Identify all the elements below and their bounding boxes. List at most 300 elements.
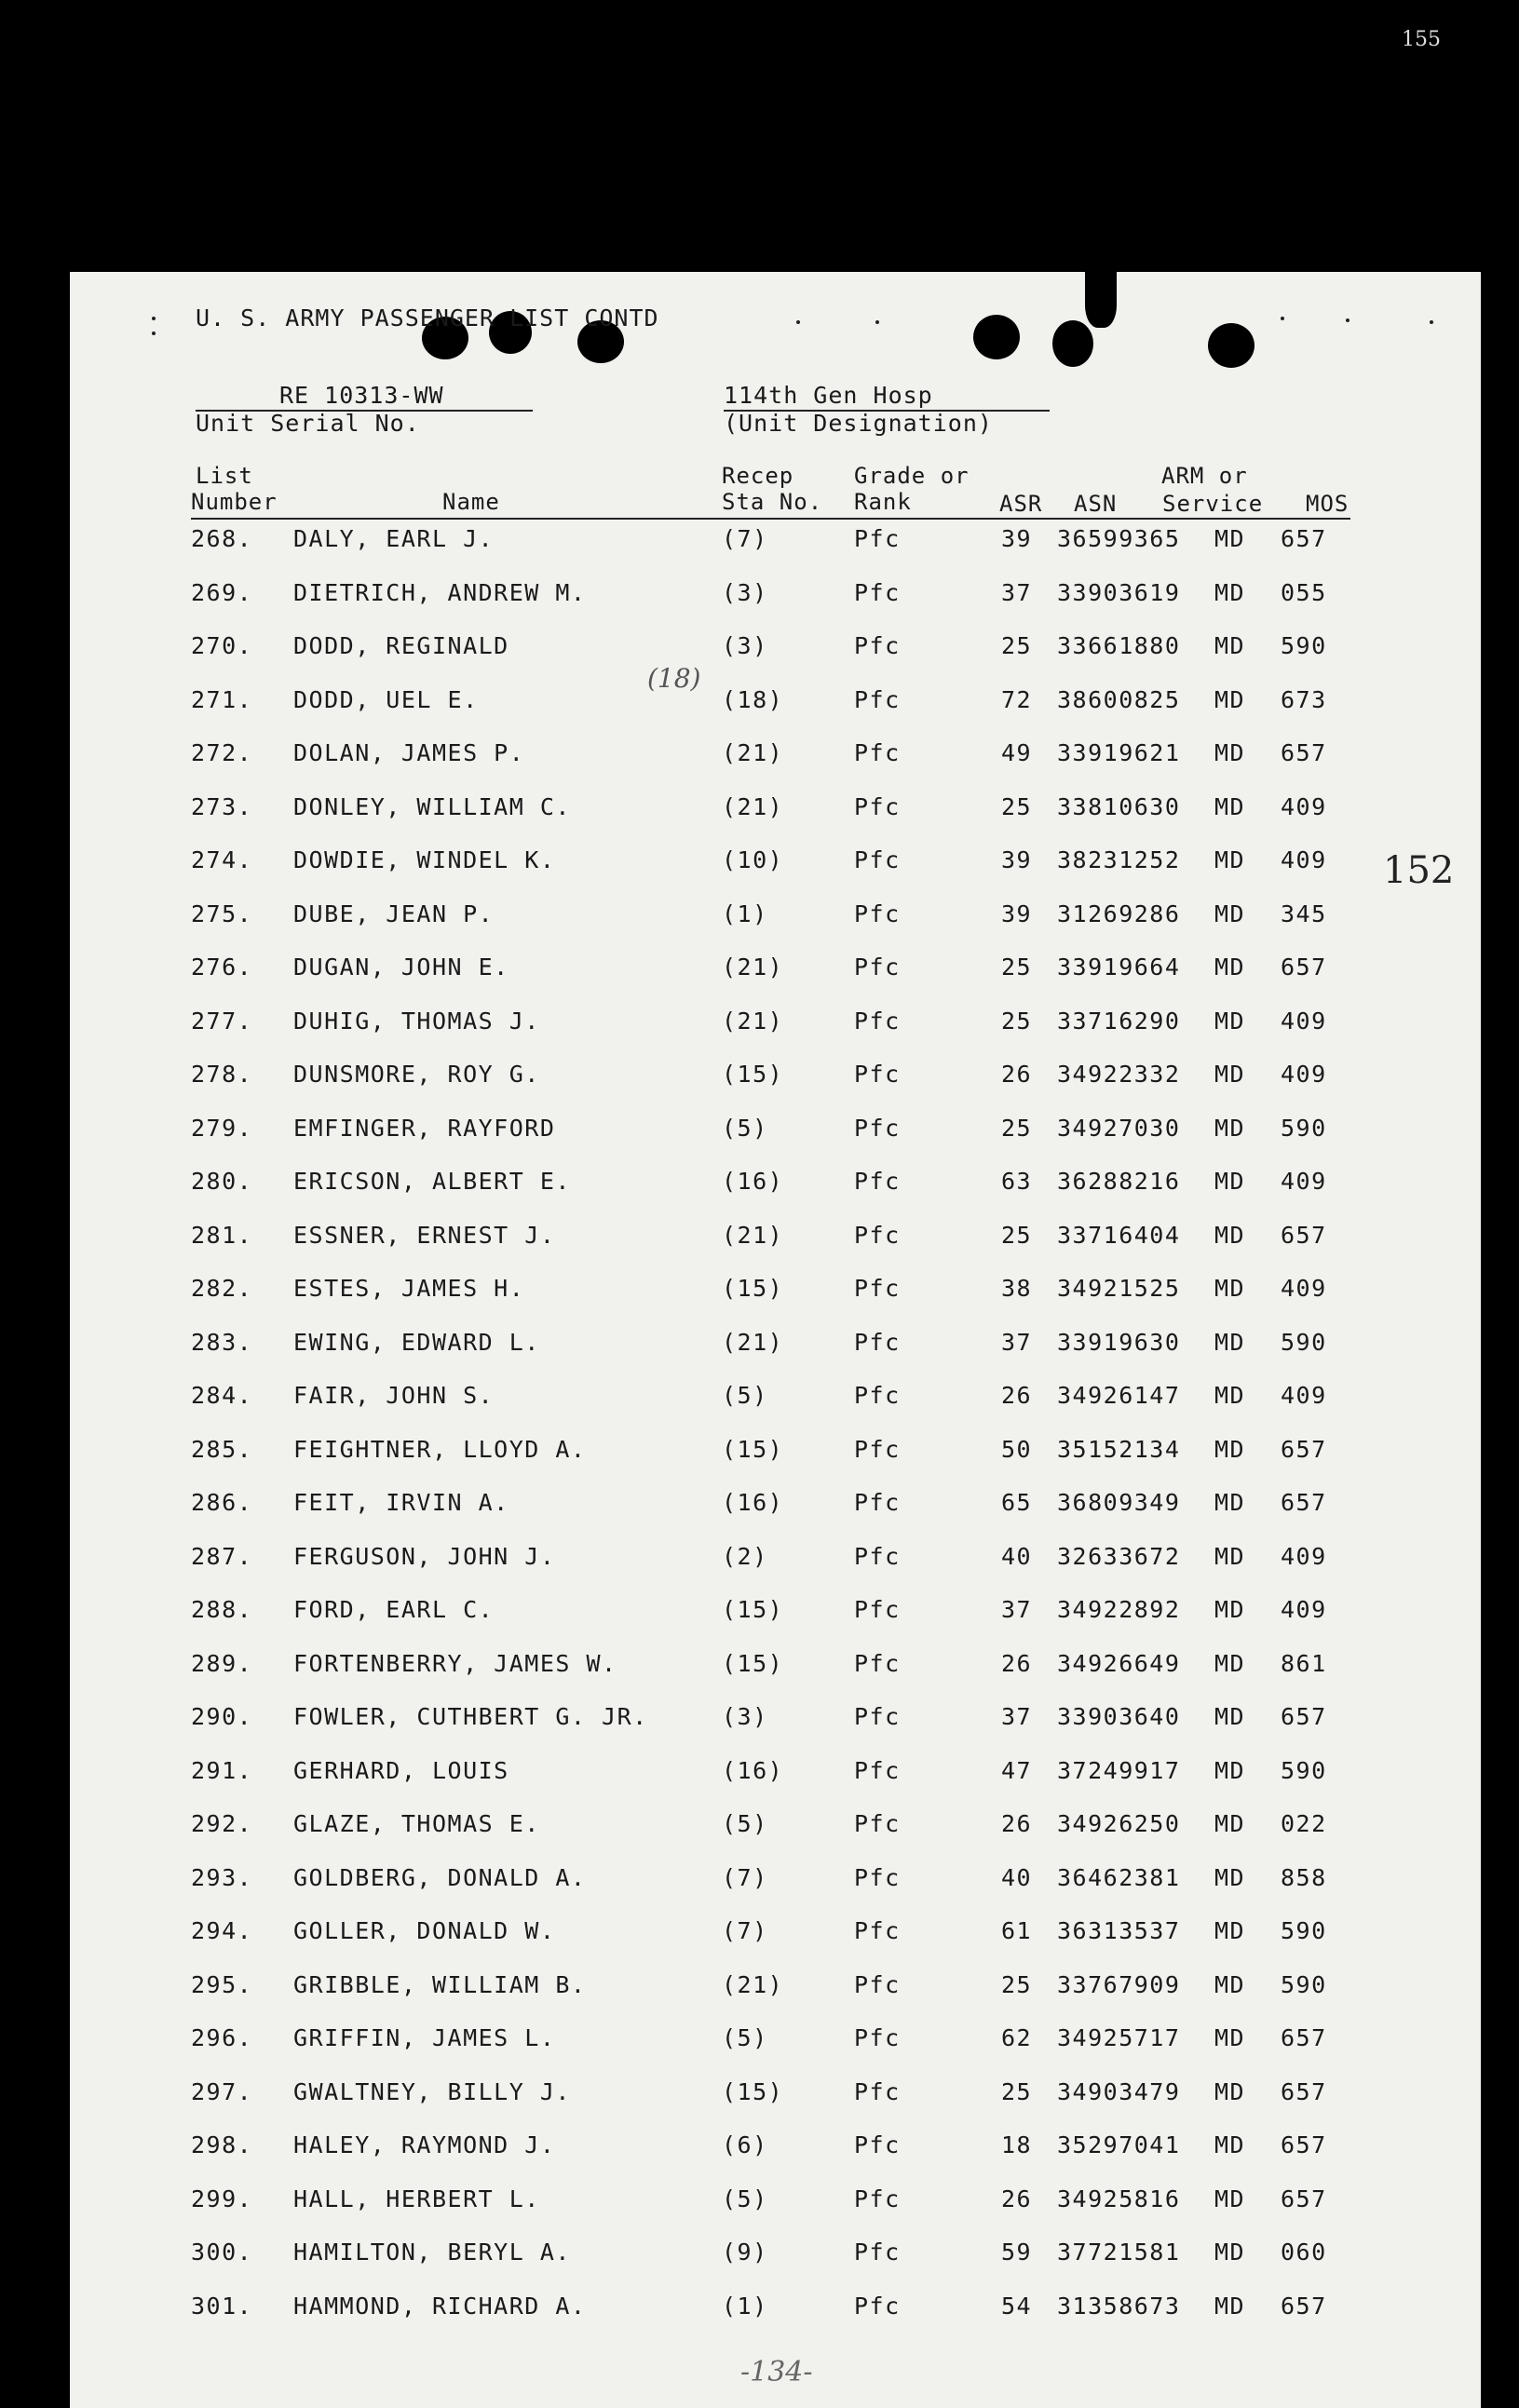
cell-name: GRIBBLE, WILLIAM B. xyxy=(293,1970,587,1998)
cell-asn: 34922332 xyxy=(1057,1061,1181,1088)
cell-arm: MD xyxy=(1214,1596,1246,1623)
cell-asn: 33716404 xyxy=(1057,1221,1181,1249)
cell-asr: 26 xyxy=(1001,1382,1033,1409)
cell-sta: (7) xyxy=(722,1863,768,1891)
speck xyxy=(1281,317,1284,320)
cell-asn: 31269286 xyxy=(1057,900,1181,927)
cell-name: HALEY, RAYMOND J. xyxy=(293,2131,556,2158)
cell-sta: (21) xyxy=(722,792,784,820)
cell-num: 290. xyxy=(191,1703,253,1730)
cell-sta: (3) xyxy=(722,1703,768,1730)
cell-mos: 409 xyxy=(1281,1596,1327,1623)
unit-designation-value: 114th Gen Hosp xyxy=(724,382,933,409)
table-row xyxy=(70,1168,1481,1205)
cell-asn: 34922892 xyxy=(1057,1596,1181,1623)
cell-asr: 37 xyxy=(1001,1596,1033,1623)
cell-asn: 36599365 xyxy=(1057,525,1181,552)
cell-name: EWING, EDWARD L. xyxy=(293,1328,540,1356)
cell-grade: Pfc xyxy=(854,525,901,552)
cell-asn: 33919664 xyxy=(1057,954,1181,981)
cell-num: 272. xyxy=(191,739,253,766)
cell-num: 277. xyxy=(191,1007,253,1035)
cell-asn: 34926649 xyxy=(1057,1649,1181,1677)
cell-asn: 36809349 xyxy=(1057,1489,1181,1516)
cell-mos: 590 xyxy=(1281,1328,1327,1356)
cell-mos: 409 xyxy=(1281,1061,1327,1088)
cell-arm: MD xyxy=(1214,1007,1246,1035)
cell-sta: (2) xyxy=(722,1542,768,1570)
punch-hole xyxy=(973,315,1020,359)
cell-mos: 657 xyxy=(1281,2185,1327,2212)
cell-mos: 673 xyxy=(1281,685,1327,713)
cell-name: FERGUSON, JOHN J. xyxy=(293,1542,556,1570)
cell-mos: 590 xyxy=(1281,632,1327,659)
col-mos: MOS xyxy=(1306,491,1349,517)
cell-arm: MD xyxy=(1214,2185,1246,2212)
table-row xyxy=(70,846,1481,884)
cell-asn: 33903640 xyxy=(1057,1703,1181,1730)
page-number: -134- xyxy=(740,2356,813,2388)
cell-mos: 345 xyxy=(1281,900,1327,927)
table-row xyxy=(70,1275,1481,1312)
cell-num: 292. xyxy=(191,1810,253,1837)
table-row xyxy=(70,1329,1481,1366)
table-row xyxy=(70,1703,1481,1740)
cell-num: 289. xyxy=(191,1649,253,1677)
table-row xyxy=(70,1971,1481,2009)
table-row xyxy=(70,632,1481,670)
cell-asn: 34925816 xyxy=(1057,2185,1181,2212)
cell-num: 273. xyxy=(191,792,253,820)
cell-mos: 657 xyxy=(1281,2292,1327,2320)
cell-num: 268. xyxy=(191,525,253,552)
cell-name: FEIGHTNER, LLOYD A. xyxy=(293,1435,587,1463)
cell-asr: 25 xyxy=(1001,1970,1033,1998)
table-row xyxy=(70,1222,1481,1259)
table-row xyxy=(70,1810,1481,1847)
cell-sta: (7) xyxy=(722,525,768,552)
cell-num: 291. xyxy=(191,1756,253,1784)
cell-mos: 657 xyxy=(1281,1703,1327,1730)
cell-grade: Pfc xyxy=(854,1596,901,1623)
cell-num: 271. xyxy=(191,685,253,713)
cell-mos: 590 xyxy=(1281,1114,1327,1142)
cell-grade: Pfc xyxy=(854,1221,901,1249)
cell-grade: Pfc xyxy=(854,578,901,606)
cell-arm: MD xyxy=(1214,846,1246,873)
table-row xyxy=(70,2239,1481,2276)
cell-asr: 25 xyxy=(1001,1114,1033,1142)
table-row xyxy=(70,1917,1481,1955)
cell-asn: 33919621 xyxy=(1057,739,1181,766)
cell-name: DOLAN, JAMES P. xyxy=(293,739,525,766)
cell-num: 283. xyxy=(191,1328,253,1356)
cell-sta: (15) xyxy=(722,1649,784,1677)
cell-grade: Pfc xyxy=(854,1435,901,1463)
cell-asr: 38 xyxy=(1001,1275,1033,1302)
col-asn: ASN xyxy=(1074,491,1118,517)
table-row xyxy=(70,1757,1481,1794)
cell-grade: Pfc xyxy=(854,1382,901,1409)
speck xyxy=(1346,318,1349,322)
unit-serial-value: RE 10313-WW xyxy=(279,382,444,409)
cell-name: DUHIG, THOMAS J. xyxy=(293,1007,540,1035)
cell-mos: 409 xyxy=(1281,1275,1327,1302)
cell-name: HALL, HERBERT L. xyxy=(293,2185,540,2212)
table-row xyxy=(70,1008,1481,1045)
cell-asr: 63 xyxy=(1001,1168,1033,1195)
cell-sta: (5) xyxy=(722,1114,768,1142)
cell-asn: 35297041 xyxy=(1057,2131,1181,2158)
cell-grade: Pfc xyxy=(854,954,901,981)
cell-asn: 34926250 xyxy=(1057,1810,1181,1837)
table-row xyxy=(70,2024,1481,2062)
unit-serial-label: Unit Serial No. xyxy=(196,410,420,437)
cell-name: FORTENBERRY, JAMES W. xyxy=(293,1649,617,1677)
cell-name: HAMMOND, RICHARD A. xyxy=(293,2292,587,2320)
cell-mos: 022 xyxy=(1281,1810,1327,1837)
unit-designation-label: (Unit Designation) xyxy=(724,410,993,437)
cell-mos: 858 xyxy=(1281,1863,1327,1891)
punch-hole xyxy=(1208,323,1255,368)
table-row xyxy=(70,1650,1481,1687)
cell-name: HAMILTON, BERYL A. xyxy=(293,2239,571,2266)
cell-asr: 25 xyxy=(1001,1221,1033,1249)
cell-grade: Pfc xyxy=(854,2292,901,2320)
cell-arm: MD xyxy=(1214,1382,1246,1409)
cell-num: 301. xyxy=(191,2292,253,2320)
cell-num: 287. xyxy=(191,1542,253,1570)
cell-arm: MD xyxy=(1214,1703,1246,1730)
cell-asn: 33919630 xyxy=(1057,1328,1181,1356)
cell-asn: 34903479 xyxy=(1057,2077,1181,2105)
col-name: Name xyxy=(442,489,500,515)
col-asr: ASR xyxy=(999,491,1043,517)
cell-grade: Pfc xyxy=(854,1863,901,1891)
speck xyxy=(152,317,156,320)
cell-mos: 590 xyxy=(1281,1917,1327,1944)
cell-arm: MD xyxy=(1214,1810,1246,1837)
table-row xyxy=(70,793,1481,831)
cell-asr: 49 xyxy=(1001,739,1033,766)
cell-asr: 47 xyxy=(1001,1756,1033,1784)
cell-sta: (5) xyxy=(722,2185,768,2212)
cell-sta: (21) xyxy=(722,1328,784,1356)
cell-asr: 62 xyxy=(1001,2024,1033,2051)
table-row xyxy=(70,2185,1481,2223)
cell-asr: 61 xyxy=(1001,1917,1033,1944)
cell-grade: Pfc xyxy=(854,1649,901,1677)
cell-asn: 36288216 xyxy=(1057,1168,1181,1195)
cell-grade: Pfc xyxy=(854,1810,901,1837)
cell-mos: 657 xyxy=(1281,2077,1327,2105)
cell-name: DODD, UEL E. xyxy=(293,685,479,713)
cell-sta: (1) xyxy=(722,2292,768,2320)
cell-asr: 54 xyxy=(1001,2292,1033,2320)
cell-arm: MD xyxy=(1214,525,1246,552)
cell-name: FORD, EARL C. xyxy=(293,1596,495,1623)
cell-num: 298. xyxy=(191,2131,253,2158)
cell-name: GWALTNEY, BILLY J. xyxy=(293,2077,571,2105)
col-list-l1: List xyxy=(196,463,253,489)
cell-arm: MD xyxy=(1214,1542,1246,1570)
cell-mos: 590 xyxy=(1281,1756,1327,1784)
cell-grade: Pfc xyxy=(854,1542,901,1570)
cell-grade: Pfc xyxy=(854,2024,901,2051)
cell-grade: Pfc xyxy=(854,1007,901,1035)
col-sta-l2: Sta No. xyxy=(722,489,823,515)
cell-asn: 38231252 xyxy=(1057,846,1181,873)
cell-sta: (16) xyxy=(722,1168,784,1195)
cell-name: DOWDIE, WINDEL K. xyxy=(293,846,556,873)
cell-asr: 26 xyxy=(1001,1649,1033,1677)
cell-sta: (16) xyxy=(722,1756,784,1784)
cell-mos: 409 xyxy=(1281,1382,1327,1409)
cell-asn: 34921525 xyxy=(1057,1275,1181,1302)
cell-num: 294. xyxy=(191,1917,253,1944)
table-row xyxy=(70,686,1481,724)
cell-sta: (15) xyxy=(722,2077,784,2105)
cell-name: GRIFFIN, JAMES L. xyxy=(293,2024,556,2051)
table-row xyxy=(70,1596,1481,1633)
cell-num: 286. xyxy=(191,1489,253,1516)
cell-grade: Pfc xyxy=(854,1756,901,1784)
cell-grade: Pfc xyxy=(854,1114,901,1142)
passenger-list-sheet xyxy=(70,272,1481,2408)
cell-asn: 33716290 xyxy=(1057,1007,1181,1035)
cell-arm: MD xyxy=(1214,1328,1246,1356)
cell-name: GLAZE, THOMAS E. xyxy=(293,1810,540,1837)
cell-name: DIETRICH, ANDREW M. xyxy=(293,578,587,606)
cell-sta: (21) xyxy=(722,739,784,766)
cell-asn: 33810630 xyxy=(1057,792,1181,820)
cell-asr: 26 xyxy=(1001,1061,1033,1088)
cell-asr: 37 xyxy=(1001,578,1033,606)
cell-arm: MD xyxy=(1214,2239,1246,2266)
cell-num: 285. xyxy=(191,1435,253,1463)
cell-name: FAIR, JOHN S. xyxy=(293,1382,495,1409)
cell-asr: 26 xyxy=(1001,2185,1033,2212)
table-row xyxy=(70,2293,1481,2330)
cell-sta: (9) xyxy=(722,2239,768,2266)
cell-num: 293. xyxy=(191,1863,253,1891)
cell-arm: MD xyxy=(1214,578,1246,606)
cell-num: 276. xyxy=(191,954,253,981)
table-row xyxy=(70,2078,1481,2116)
speck xyxy=(796,320,800,324)
cell-arm: MD xyxy=(1214,1489,1246,1516)
cell-sta: (15) xyxy=(722,1435,784,1463)
cell-num: 270. xyxy=(191,632,253,659)
cell-num: 280. xyxy=(191,1168,253,1195)
cell-arm: MD xyxy=(1214,2024,1246,2051)
cell-name: DONLEY, WILLIAM C. xyxy=(293,792,571,820)
cell-arm: MD xyxy=(1214,792,1246,820)
table-row xyxy=(70,900,1481,938)
cell-grade: Pfc xyxy=(854,1917,901,1944)
cell-asn: 35152134 xyxy=(1057,1435,1181,1463)
corner-mark: 155 xyxy=(1402,28,1441,51)
document-title: U. S. ARMY PASSENGER LIST CONTD xyxy=(196,304,659,331)
cell-sta: (3) xyxy=(722,578,768,606)
cell-arm: MD xyxy=(1214,739,1246,766)
cell-asr: 50 xyxy=(1001,1435,1033,1463)
cell-mos: 657 xyxy=(1281,1221,1327,1249)
cell-mos: 657 xyxy=(1281,2131,1327,2158)
cell-grade: Pfc xyxy=(854,2131,901,2158)
cell-arm: MD xyxy=(1214,2131,1246,2158)
table-row xyxy=(70,1436,1481,1473)
cell-num: 297. xyxy=(191,2077,253,2105)
col-arm-l2: Service xyxy=(1162,491,1264,517)
cell-sta: (18) xyxy=(722,685,784,713)
cell-num: 279. xyxy=(191,1114,253,1142)
cell-num: 284. xyxy=(191,1382,253,1409)
cell-asr: 59 xyxy=(1001,2239,1033,2266)
cell-name: ESSNER, ERNEST J. xyxy=(293,1221,556,1249)
table-row xyxy=(70,739,1481,777)
cell-asr: 26 xyxy=(1001,1810,1033,1837)
punch-hole xyxy=(1085,272,1117,328)
cell-mos: 657 xyxy=(1281,525,1327,552)
cell-name: ERICSON, ALBERT E. xyxy=(293,1168,571,1195)
speck xyxy=(1430,320,1433,324)
cell-sta: (5) xyxy=(722,2024,768,2051)
cell-mos: 657 xyxy=(1281,1489,1327,1516)
cell-grade: Pfc xyxy=(854,900,901,927)
cell-sta: (15) xyxy=(722,1275,784,1302)
cell-sta: (16) xyxy=(722,1489,784,1516)
cell-sta: (7) xyxy=(722,1917,768,1944)
table-row xyxy=(70,579,1481,616)
cell-asn: 33767909 xyxy=(1057,1970,1181,1998)
cell-asn: 34925717 xyxy=(1057,2024,1181,2051)
cell-num: 288. xyxy=(191,1596,253,1623)
cell-asr: 40 xyxy=(1001,1863,1033,1891)
cell-arm: MD xyxy=(1214,1863,1246,1891)
cell-asn: 33903619 xyxy=(1057,578,1181,606)
cell-arm: MD xyxy=(1214,1275,1246,1302)
speck xyxy=(152,331,156,335)
cell-asn: 37249917 xyxy=(1057,1756,1181,1784)
cell-name: DALY, EARL J. xyxy=(293,525,495,552)
handwritten-station-note: (18) xyxy=(647,663,701,694)
cell-arm: MD xyxy=(1214,1061,1246,1088)
cell-arm: MD xyxy=(1214,1168,1246,1195)
cell-sta: (21) xyxy=(722,1970,784,1998)
cell-mos: 590 xyxy=(1281,1970,1327,1998)
cell-mos: 060 xyxy=(1281,2239,1327,2266)
cell-name: DUNSMORE, ROY G. xyxy=(293,1061,540,1088)
cell-arm: MD xyxy=(1214,1917,1246,1944)
cell-asn: 36313537 xyxy=(1057,1917,1181,1944)
cell-num: 296. xyxy=(191,2024,253,2051)
cell-name: GERHARD, LOUIS xyxy=(293,1756,509,1784)
cell-name: EMFINGER, RAYFORD xyxy=(293,1114,556,1142)
cell-asr: 39 xyxy=(1001,525,1033,552)
cell-asn: 32633672 xyxy=(1057,1542,1181,1570)
cell-mos: 409 xyxy=(1281,792,1327,820)
cell-mos: 409 xyxy=(1281,846,1327,873)
cell-num: 295. xyxy=(191,1970,253,1998)
cell-num: 281. xyxy=(191,1221,253,1249)
cell-arm: MD xyxy=(1214,1114,1246,1142)
cell-name: FEIT, IRVIN A. xyxy=(293,1489,509,1516)
cell-name: DUBE, JEAN P. xyxy=(293,900,495,927)
cell-mos: 409 xyxy=(1281,1542,1327,1570)
cell-name: DUGAN, JOHN E. xyxy=(293,954,509,981)
cell-asr: 72 xyxy=(1001,685,1033,713)
cell-name: DODD, REGINALD xyxy=(293,632,509,659)
table-row xyxy=(70,1489,1481,1526)
cell-asn: 36462381 xyxy=(1057,1863,1181,1891)
cell-name: ESTES, JAMES H. xyxy=(293,1275,525,1302)
cell-grade: Pfc xyxy=(854,792,901,820)
table-row xyxy=(70,1543,1481,1580)
cell-arm: MD xyxy=(1214,954,1246,981)
cell-asr: 18 xyxy=(1001,2131,1033,2158)
cell-sta: (6) xyxy=(722,2131,768,2158)
cell-sta: (21) xyxy=(722,1221,784,1249)
cell-num: 278. xyxy=(191,1061,253,1088)
cell-mos: 657 xyxy=(1281,1435,1327,1463)
table-row xyxy=(70,1061,1481,1098)
cell-arm: MD xyxy=(1214,1649,1246,1677)
cell-grade: Pfc xyxy=(854,1061,901,1088)
cell-asr: 37 xyxy=(1001,1703,1033,1730)
cell-num: 269. xyxy=(191,578,253,606)
cell-mos: 055 xyxy=(1281,578,1327,606)
cell-arm: MD xyxy=(1214,1756,1246,1784)
cell-asr: 39 xyxy=(1001,900,1033,927)
cell-asr: 40 xyxy=(1001,1542,1033,1570)
cell-asr: 25 xyxy=(1001,792,1033,820)
cell-asn: 33661880 xyxy=(1057,632,1181,659)
cell-asn: 37721581 xyxy=(1057,2239,1181,2266)
table-row xyxy=(70,954,1481,991)
cell-grade: Pfc xyxy=(854,1489,901,1516)
cell-sta: (21) xyxy=(722,954,784,981)
punch-hole xyxy=(1052,320,1093,367)
cell-grade: Pfc xyxy=(854,1168,901,1195)
cell-arm: MD xyxy=(1214,1970,1246,1998)
cell-asr: 39 xyxy=(1001,846,1033,873)
cell-sta: (5) xyxy=(722,1382,768,1409)
cell-grade: Pfc xyxy=(854,632,901,659)
cell-asn: 38600825 xyxy=(1057,685,1181,713)
cell-asr: 25 xyxy=(1001,954,1033,981)
cell-mos: 657 xyxy=(1281,739,1327,766)
header-rule xyxy=(191,518,1350,520)
cell-grade: Pfc xyxy=(854,2185,901,2212)
cell-mos: 657 xyxy=(1281,2024,1327,2051)
cell-mos: 657 xyxy=(1281,954,1327,981)
cell-sta: (15) xyxy=(722,1596,784,1623)
cell-arm: MD xyxy=(1214,2077,1246,2105)
cell-sta: (10) xyxy=(722,846,784,873)
cell-sta: (5) xyxy=(722,1810,768,1837)
cell-grade: Pfc xyxy=(854,846,901,873)
cell-num: 300. xyxy=(191,2239,253,2266)
cell-mos: 861 xyxy=(1281,1649,1327,1677)
cell-num: 274. xyxy=(191,846,253,873)
cell-asr: 37 xyxy=(1001,1328,1033,1356)
cell-name: GOLDBERG, DONALD A. xyxy=(293,1863,587,1891)
cell-grade: Pfc xyxy=(854,685,901,713)
cell-asr: 65 xyxy=(1001,1489,1033,1516)
cell-name: GOLLER, DONALD W. xyxy=(293,1917,556,1944)
cell-grade: Pfc xyxy=(854,1275,901,1302)
